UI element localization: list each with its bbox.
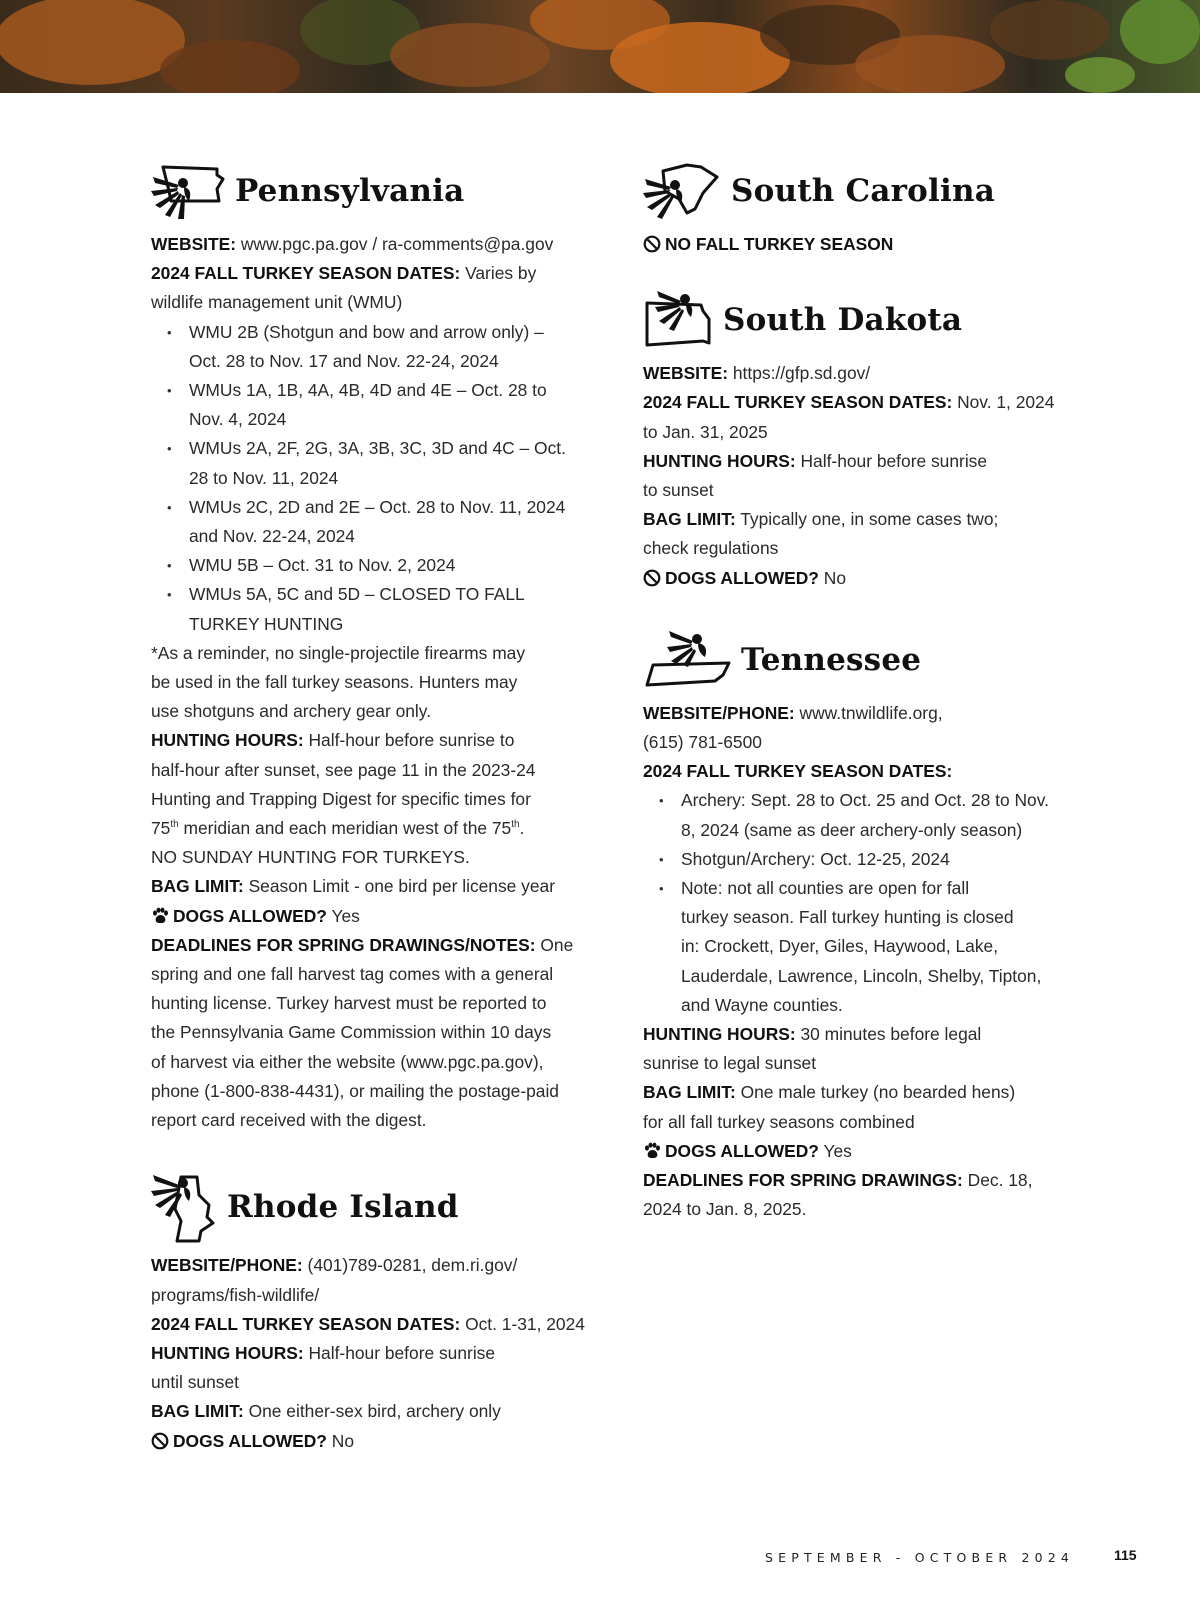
south-dakota-bag-cont: check regulations [643,538,779,559]
south-dakota-title: South Dakota [723,302,963,339]
south-dakota-hours: HUNTING HOURS: Half-hour before sunrise [643,450,988,471]
dates-label: 2024 FALL TURKEY SEASON DATES: [151,1313,461,1334]
south-carolina-notice [643,230,1088,259]
tennessee-website-cont: (615) 781-6500 [643,732,762,753]
pennsylvania-reminder: use shotguns and archery gear only. [151,701,432,722]
bag-label: BAG LIMIT: [151,1401,244,1422]
tennessee-hours-cont: sunrise to legal sunset [643,1053,817,1074]
leaf-banner [0,0,1200,93]
no-sign-icon [151,1432,169,1450]
leaf-banner-art [0,0,1200,93]
pennsylvania-hours-cont: NO SUNDAY HUNTING FOR TURKEYS. [151,847,470,868]
tennessee-hours: HUNTING HOURS: 30 minutes before legal [643,1024,982,1045]
tennessee-heading [643,629,1088,691]
no-sign-icon [643,569,661,587]
tennessee-deadlines: DEADLINES FOR SPRING DRAWINGS: Dec. 18, [643,1170,1033,1191]
list-item: • WMU 5B – Oct. 31 to Nov. 2, 2024 [189,551,596,580]
pennsylvania-title: Pennsylvania [235,173,465,209]
issue-date: SEPTEMBER - OCTOBER 2024 [765,1550,1075,1565]
tennessee-bag-limit: BAG LIMIT: One male turkey (no bearded hens) [643,1082,1016,1103]
south-dakota-website: WEBSITE: https://gfp.sd.gov/ [643,363,871,384]
tennessee-dates-list [643,786,1088,1020]
pennsylvania-hours: HUNTING HOURS: Half-hour before sunrise to [151,730,515,751]
paw-icon [643,1142,661,1160]
pennsylvania-heading [151,160,596,222]
rhode-island-hours-cont: until sunset [151,1372,239,1393]
south-dakota-bag-limit: BAG LIMIT: Typically one, in some cases two; [643,509,999,530]
notice-text: NO FALL TURKEY SEASON [665,234,894,254]
deadlines-label: DEADLINES FOR SPRING DRAWINGS: [643,1170,963,1191]
website-label: WEBSITE/PHONE: [151,1255,303,1276]
south-carolina-turkey-icon [643,161,721,221]
pennsylvania-wmu-list [151,318,596,639]
website-label: WEBSITE/PHONE: [643,702,795,723]
list-item: • Archery: Sept. 28 to Oct. 25 and Oct. 28 to Nov. 8, 2024 (same as deer archery-only season) [681,786,1088,844]
dates-value: Varies by [460,263,537,284]
spacer [151,1135,596,1171]
dogs-label: DOGS ALLOWED? [665,1140,819,1161]
list-item: • WMUs 5A, 5C and 5D – CLOSED TO FALL TURKEY HUNTING [189,580,596,638]
south-carolina-title: South Carolina [731,173,995,209]
tennessee-turkey-icon [643,629,731,691]
pennsylvania-hours-cont: Hunting and Trapping Digest for specific times for [151,788,531,809]
tennessee-website: WEBSITE/PHONE: www.tnwildlife.org, [643,702,943,723]
spacer [643,259,1088,289]
dates-label: 2024 FALL TURKEY SEASON DATES: [643,761,953,782]
website-label: WEBSITE: [643,363,729,384]
pennsylvania-bag-limit: BAG LIMIT: Season Limit - one bird per license year [151,876,556,897]
pennsylvania-section [151,160,596,1135]
no-sign-icon [643,235,661,253]
list-item: • Shotgun/Archery: Oct. 12-25, 2024 [681,845,1088,874]
bag-label: BAG LIMIT: [643,509,736,530]
left-column [151,160,596,1456]
south-carolina-section [643,160,1088,259]
rhode-island-hours: HUNTING HOURS: Half-hour before sunrise [151,1342,496,1363]
pennsylvania-deadlines-cont: the Pennsylvania Game Commission within 10 days [151,1022,552,1043]
pennsylvania-dates-cont: wildlife management unit (WMU) [151,292,403,313]
rhode-island-dates: 2024 FALL TURKEY SEASON DATES: Oct. 1-31, 2024 [151,1313,585,1334]
pennsylvania-website [151,230,596,259]
website-value: www.pgc.pa.gov / ra-comments@pa.gov [236,234,554,254]
bag-label: BAG LIMIT: [643,1082,736,1103]
list-item: • WMUs 2C, 2D and 2E – Oct. 28 to Nov. 11, 2024 and Nov. 22-24, 2024 [189,493,596,551]
dogs-label: DOGS ALLOWED? [173,1430,327,1451]
spacer [643,593,1088,629]
list-item: • WMUs 2A, 2F, 2G, 3A, 3B, 3C, 3D and 4C – Oct. 28 to Nov. 11, 2024 [189,434,596,492]
rhode-island-dogs: DOGS ALLOWED? No [151,1427,596,1456]
hours-label: HUNTING HOURS: [643,1024,796,1045]
rhode-island-website: WEBSITE/PHONE: (401)789-0281, dem.ri.gov/ [151,1255,518,1276]
south-dakota-turkey-icon [643,289,713,351]
south-dakota-dogs: DOGS ALLOWED? No [643,564,1088,593]
list-item: • WMUs 1A, 1B, 4A, 4B, 4D and 4E – Oct. 28 to Nov. 4, 2024 [189,376,596,434]
pennsylvania-deadlines-cont: phone (1-800-838-4431), or mailing the postage-paid [151,1080,559,1101]
rhode-island-section [151,1171,596,1455]
rhode-island-website-cont: programs/fish-wildlife/ [151,1284,320,1305]
dogs-label: DOGS ALLOWED? [173,905,327,926]
dates-label: 2024 FALL TURKEY SEASON DATES: [151,263,461,284]
tennessee-dogs: DOGS ALLOWED? Yes [643,1137,1088,1166]
hours-label: HUNTING HOURS: [151,1342,304,1363]
right-column [643,160,1088,1224]
list-item: • Note: not all counties are open for fall turkey season. Fall turkey hunting is closed in: Crockett, Dyer, Giles, Haywood, Lake, Lauderdale, Lawrence, Lincoln, Shelby, Tipton, and Wayne counties. [681,874,1088,1020]
deadlines-label: DEADLINES FOR SPRING DRAWINGS/NOTES: [151,934,536,955]
hours-label: HUNTING HOURS: [643,450,796,471]
rhode-island-title: Rhode Island [227,1189,459,1226]
pennsylvania-turkey-icon [151,161,225,221]
pennsylvania-dogs: DOGS ALLOWED? Yes [151,902,596,931]
pennsylvania-deadlines-cont: of harvest via either the website (www.pgc.pa.gov), [151,1051,544,1072]
bag-label: BAG LIMIT: [151,876,244,897]
south-dakota-hours-cont: to sunset [643,480,714,501]
dogs-label: DOGS ALLOWED? [665,567,819,588]
pennsylvania-deadlines-cont: report card received with the digest. [151,1110,427,1131]
rhode-island-heading [151,1171,596,1243]
south-dakota-dates-cont: to Jan. 31, 2025 [643,421,768,442]
pennsylvania-deadlines-cont: hunting license. Turkey harvest must be reported to [151,993,547,1014]
page-number: 115 [1114,1547,1137,1563]
dates-label: 2024 FALL TURKEY SEASON DATES: [643,392,953,413]
tennessee-section [643,629,1088,1225]
south-dakota-dates: 2024 FALL TURKEY SEASON DATES: Nov. 1, 2024 [643,392,1055,413]
pennsylvania-hours-cont: half-hour after sunset, see page 11 in the 2023-24 [151,759,536,780]
rhode-island-turkey-icon [151,1171,217,1243]
paw-icon [151,907,169,925]
south-carolina-heading [643,160,1088,222]
south-dakota-section [643,289,1088,593]
tennessee-deadlines-cont: 2024 to Jan. 8, 2025. [643,1199,807,1220]
list-item: • WMU 2B (Shotgun and bow and arrow only) – Oct. 28 to Nov. 17 and Nov. 22-24, 2024 [189,318,596,376]
rhode-island-bag-limit: BAG LIMIT: One either-sex bird, archery only [151,1401,501,1422]
hours-label: HUNTING HOURS: [151,730,304,751]
website-label: WEBSITE: [151,234,237,254]
pennsylvania-deadlines-cont: spring and one fall harvest tag comes with a general [151,964,554,985]
pennsylvania-reminder: *As a reminder, no single-projectile firearms may [151,642,526,663]
tennessee-dates [643,757,1088,786]
pennsylvania-reminder: be used in the fall turkey seasons. Hunters may [151,672,518,693]
pennsylvania-deadlines: DEADLINES FOR SPRING DRAWINGS/NOTES: One [151,934,574,955]
pennsylvania-dates [151,259,596,288]
tennessee-bag-cont: for all fall turkey seasons combined [643,1111,915,1132]
pennsylvania-hours-cont: 75th meridian and each meridian west of the 75th. [151,818,525,839]
tennessee-title: Tennessee [741,641,922,678]
south-dakota-heading [643,289,1088,351]
